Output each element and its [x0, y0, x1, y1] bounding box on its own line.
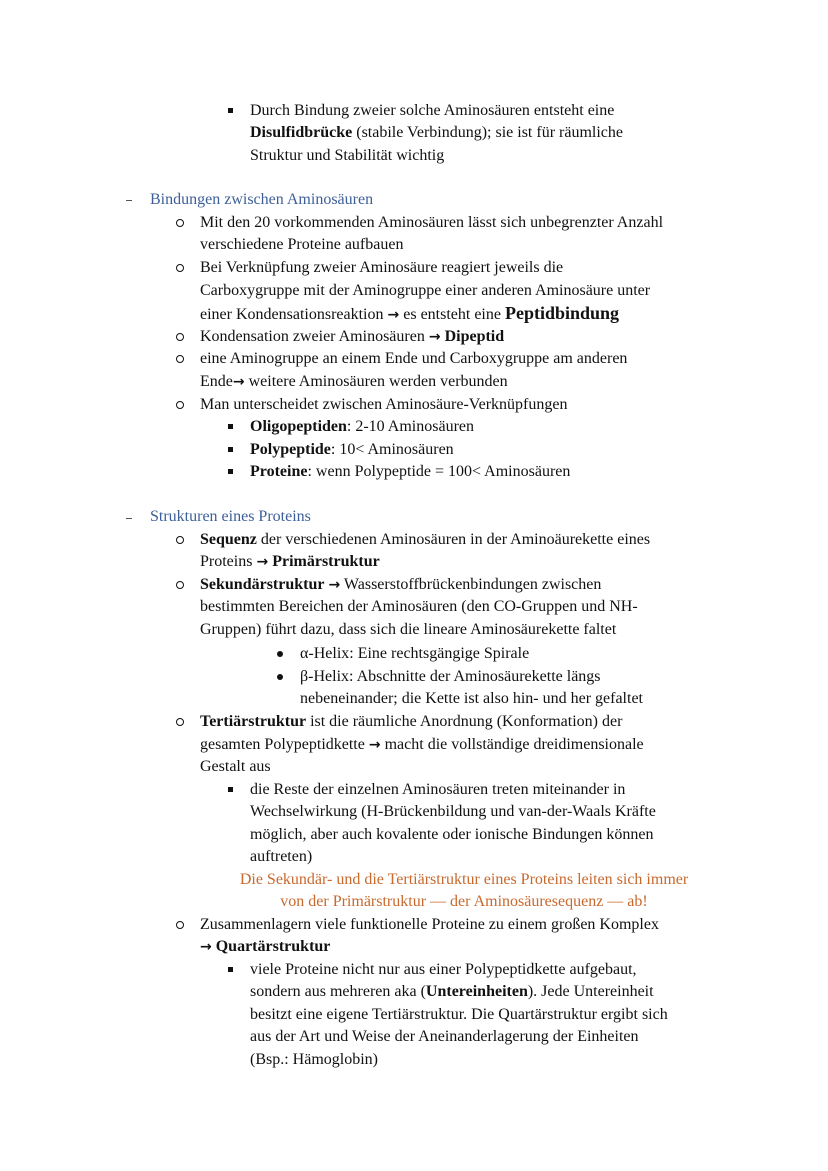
- text-line: Struktur und Stabilität wichtig: [250, 147, 445, 164]
- square-bullet-icon: [228, 424, 233, 429]
- text-line: [250, 461, 570, 483]
- term-bold: Untereinheiten: [425, 983, 528, 1000]
- term-bold: Quartärstruktur: [215, 938, 331, 955]
- term-bold: Tertiärstruktur: [200, 713, 307, 730]
- text-line: die Reste der einzelnen Aminosäuren treten miteinander in: [250, 781, 626, 798]
- text-line: [250, 122, 623, 144]
- arrow-right-icon: →: [200, 939, 212, 955]
- text-line: Man unterscheidet zwischen Aminosäure-Verknüpfungen: [200, 396, 568, 413]
- text: gesamten Polypeptidkette: [200, 736, 369, 753]
- arrow-right-icon: →: [368, 737, 381, 753]
- highlight-note: von der Primärstruktur — der Aminosäuresequenz — ab!: [280, 893, 648, 910]
- text-line: [200, 734, 644, 756]
- term-bold: Oligopeptiden: [250, 418, 347, 435]
- text-line: viele Proteine nicht nur aus einer Polypeptidkette aufgebaut,: [250, 961, 637, 978]
- text: Proteins: [200, 553, 257, 570]
- text-line: aus der Art und Weise der Aneinanderlagerung der Einheiten: [250, 1028, 639, 1045]
- text: ist die räumliche Anordnung (Konformation) der: [306, 713, 623, 730]
- text-line: [200, 551, 380, 573]
- text-line: [200, 371, 508, 393]
- text-line: Gestalt aus: [200, 758, 271, 775]
- text-line: nebeneinander; die Kette ist also hin- und her gefaltet: [300, 690, 643, 707]
- text-line: [200, 529, 650, 551]
- arrow-right-icon: →: [328, 577, 341, 593]
- text-line: möglich, aber auch kovalente oder ionische Bindungen können: [250, 826, 654, 843]
- text-line: [250, 416, 474, 438]
- text: Kondensation zweier Aminosäuren: [200, 328, 429, 345]
- text-line: eine Aminogruppe an einem Ende und Carboxygruppe am anderen: [200, 350, 628, 367]
- text: es entsteht eine: [399, 306, 505, 323]
- text-line: [200, 936, 330, 958]
- arrow-right-icon: →: [428, 329, 441, 345]
- text-line: Wechselwirkung (H-Brückenbildung und van-der-Waals Kräfte: [250, 803, 656, 820]
- text-line: [200, 711, 622, 733]
- text: Ende: [200, 373, 233, 390]
- text-line: Gruppen) führt dazu, dass sich die lineare Aminosäurekette faltet: [200, 621, 617, 638]
- text-line: [250, 981, 654, 1003]
- dot-bullet-icon: [277, 674, 283, 680]
- text: weitere Aminosäuren werden verbunden: [244, 373, 508, 390]
- text-line: Durch Bindung zweier solche Aminosäuren entsteht eine: [250, 102, 615, 119]
- term-bold: Disulfidbrücke: [250, 124, 353, 141]
- dash-bullet-icon: [126, 518, 132, 519]
- dash-bullet-icon: [126, 200, 132, 201]
- square-bullet-icon: [228, 447, 233, 452]
- dot-bullet-icon: [277, 651, 283, 657]
- square-bullet-icon: [228, 108, 233, 113]
- text: : wenn Polypeptide = 100< Aminosäuren: [307, 463, 571, 480]
- term-bold: Polypeptide: [250, 441, 331, 458]
- arrow-right-icon: →: [232, 374, 245, 390]
- circle-bullet-icon: [176, 401, 184, 409]
- circle-bullet-icon: [176, 718, 184, 726]
- text: : 2-10 Aminosäuren: [346, 418, 474, 435]
- text: Wasserstoffbrückenbindungen zwischen: [340, 576, 602, 593]
- square-bullet-icon: [228, 967, 233, 972]
- text-line: bestimmten Bereichen der Aminosäuren (den CO-Gruppen und NH-: [200, 598, 638, 615]
- text-line: Zusammenlagern viele funktionelle Proteine zu einem großen Komplex: [200, 916, 659, 933]
- text: : 10< Aminosäuren: [330, 441, 454, 458]
- text-line: [200, 302, 619, 326]
- text-line: β-Helix: Abschnitte der Aminosäurekette längs: [300, 668, 601, 685]
- text: sondern aus mehreren aka (: [250, 983, 426, 1000]
- text: ). Jede Untereinheit: [527, 983, 654, 1000]
- circle-bullet-icon: [176, 264, 184, 272]
- square-bullet-icon: [228, 787, 233, 792]
- circle-bullet-icon: [176, 355, 184, 363]
- text-line: (Bsp.: Hämoglobin): [250, 1051, 378, 1068]
- term-bold: Sekundärstruktur: [200, 576, 325, 593]
- circle-bullet-icon: [176, 581, 184, 589]
- text: (stabile Verbindung); sie ist für räumliche: [352, 124, 623, 141]
- highlight-note: Die Sekundär- und die Tertiärstruktur eines Proteins leiten sich immer: [239, 871, 689, 888]
- text: macht die vollständige dreidimensionale: [380, 736, 644, 753]
- text-line: [250, 439, 454, 461]
- circle-bullet-icon: [176, 536, 184, 544]
- text-line: verschiedene Proteine aufbauen: [200, 236, 404, 253]
- text-line: auftreten): [250, 848, 313, 865]
- circle-bullet-icon: [176, 219, 184, 227]
- term-bold: Dipeptid: [444, 328, 505, 345]
- text-line: Mit den 20 vorkommenden Aminosäuren lässt sich unbegrenzter Anzahl: [200, 214, 664, 231]
- text-line: besitzt eine eigene Tertiärstruktur. Die Quartärstruktur ergibt sich: [250, 1006, 668, 1023]
- text-line: Bei Verknüpfung zweier Aminosäure reagiert jeweils die: [200, 259, 564, 276]
- term-bold: Sequenz: [200, 531, 257, 548]
- term-bold: Proteine: [250, 463, 308, 480]
- arrow-right-icon: →: [256, 554, 269, 570]
- circle-bullet-icon: [176, 921, 184, 929]
- term-bold: Peptidbindung: [504, 303, 620, 323]
- text-line: Carboxygruppe mit der Aminogruppe einer anderen Aminosäure unter: [200, 282, 651, 299]
- square-bullet-icon: [228, 469, 233, 474]
- arrow-right-icon: →: [387, 307, 400, 323]
- term-bold: Primärstruktur: [272, 553, 380, 570]
- text: der verschiedenen Aminosäuren in der Aminoäurekette eines: [256, 531, 651, 548]
- text-line: α-Helix: Eine rechtsgängige Spirale: [300, 645, 530, 662]
- section-heading: Strukturen eines Proteins: [150, 508, 311, 525]
- section-heading: Bindungen zwischen Aminosäuren: [150, 191, 374, 208]
- text-line: [200, 574, 601, 596]
- text: einer Kondensationsreaktion: [200, 306, 388, 323]
- text-line: [200, 326, 504, 348]
- circle-bullet-icon: [176, 333, 184, 341]
